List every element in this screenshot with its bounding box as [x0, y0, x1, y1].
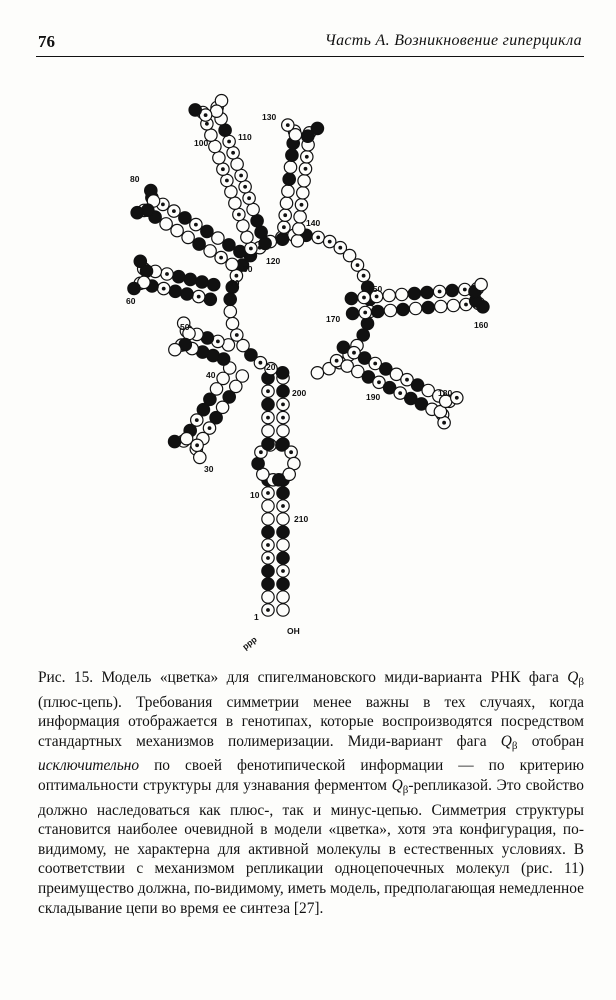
pos-label-120: 120 [266, 256, 281, 266]
nucleotide-bead [255, 226, 267, 238]
nucleotide-bead [173, 271, 185, 283]
nucleotide-bead [435, 300, 447, 312]
nucleotide-bead [384, 304, 396, 316]
nucleotide-dot [398, 391, 402, 395]
pos-label-160: 160 [474, 320, 489, 330]
nucleotide-dot [352, 351, 356, 355]
nucleotide-bead [276, 367, 288, 379]
nucleotide-bead [251, 215, 263, 227]
pos-label-90: 90 [243, 264, 253, 274]
nucleotide-bead [422, 301, 434, 313]
nucleotide-bead [226, 317, 238, 329]
nucleotide-bead [280, 197, 292, 209]
nucleotide-dot [216, 340, 220, 344]
nucleotide-dot [328, 240, 332, 244]
nucleotide-dot [266, 491, 270, 495]
pos-label-50: 50 [180, 322, 190, 332]
nucleotide-dot [195, 418, 199, 422]
nucleotide-dot [281, 416, 285, 420]
nucleotide-bead [277, 604, 289, 616]
nucleotide-bead [213, 152, 225, 164]
nucleotide-dot [286, 123, 290, 127]
nucleotide-dot [438, 290, 442, 294]
nucleotide-bead [294, 211, 306, 223]
nucleotide-dot [235, 333, 239, 337]
pos-label-180: 180 [438, 388, 453, 398]
nucleotide-dot [266, 608, 270, 612]
nucleotide-bead [262, 513, 274, 525]
nucleotide-bead [128, 282, 140, 294]
nucleotide-dot [247, 196, 251, 200]
nucleotide-dot [375, 295, 379, 299]
nucleotide-dot [259, 450, 263, 454]
nucleotide-bead [284, 161, 296, 173]
nucleotide-bead [262, 438, 274, 450]
nucleotide-dot [464, 303, 468, 307]
caption-emphasis: исключительно [38, 757, 140, 775]
nucleotide-dot [338, 246, 342, 250]
nucleotide-bead [277, 438, 289, 450]
caption-beta-2: β [511, 739, 518, 752]
nucleotide-bead [293, 223, 305, 235]
nucleotide-dot [362, 296, 366, 300]
nucleotide-bead [262, 526, 274, 538]
pos-label-100: 100 [194, 138, 209, 148]
nucleotide-bead [262, 500, 274, 512]
nucleotide-bead [286, 149, 298, 161]
pos-label-40: 40 [206, 370, 216, 380]
caption-text-2: (плюс-цепь). Требования симметрии менее важны в тех случаях, когда информация отображается в генотипах, которые воспроизводятся посредством стандартных механизмов полимеризации. Миди-вариант фага [38, 693, 584, 750]
nucleotide-dot [237, 213, 241, 217]
pos-label-20: 20 [266, 362, 276, 372]
nucleotide-bead [421, 286, 433, 298]
nucleotide-bead [262, 425, 274, 437]
caption-q-3: Q [391, 776, 403, 794]
nucleotide-dot [463, 288, 467, 292]
three-prime-oh: OH [287, 626, 300, 636]
nucleotide-bead [446, 284, 458, 296]
nucleotide-bead [409, 302, 421, 314]
nucleotide-bead [237, 220, 249, 232]
nucleotide-bead [209, 140, 221, 152]
nucleotide-dot [281, 504, 285, 508]
nucleotide-bead [475, 278, 487, 290]
nucleotide-dot [221, 167, 225, 171]
nucleotide-bead [291, 235, 303, 247]
nucleotide-dot [363, 311, 367, 315]
nucleotide-bead [193, 238, 205, 250]
caption-text-1: Модель «цветка» для спигелмановского миди-варианта РНК фага [93, 669, 568, 686]
nucleotide-bead [196, 276, 208, 288]
nucleotide-bead [372, 305, 384, 317]
nucleotide-bead [179, 212, 191, 224]
nucleotide-bead [298, 175, 310, 187]
nucleotide-bead [169, 344, 181, 356]
nucleotide-bead [231, 158, 243, 170]
nucleotide-dot [227, 140, 231, 144]
nucleotide-dot [373, 362, 377, 366]
nucleotide-bead [189, 104, 201, 116]
nucleotide-dot [304, 167, 308, 171]
pos-label-110: 110 [238, 132, 252, 142]
caption-q-1: Q [567, 669, 579, 686]
nucleotide-bead [171, 224, 183, 236]
nucleotide-bead [262, 591, 274, 603]
nucleotide-bead [408, 287, 420, 299]
nucleotide-bead [447, 299, 459, 311]
pos-label-200: 200 [292, 388, 307, 398]
nucleotide-bead [225, 186, 237, 198]
nucleotide-bead [302, 130, 314, 142]
nucleotide-bead [204, 245, 216, 257]
pos-label-170: 170 [326, 314, 341, 324]
nucleotide-dot [259, 361, 263, 365]
nucleotide-bead [397, 303, 409, 315]
page-header [36, 30, 584, 57]
nucleotide-dot [243, 185, 247, 189]
nucleotide-bead [383, 289, 395, 301]
nucleotide-dot [405, 378, 409, 382]
nucleotide-bead [184, 273, 196, 285]
pos-label-140: 140 [306, 218, 321, 228]
pos-label-1: 1 [254, 612, 259, 622]
nucleotide-bead [282, 185, 294, 197]
nucleotide-dot [305, 155, 309, 159]
nucleotide-dot [335, 359, 339, 363]
rna-flower-figure [0, 60, 616, 660]
nucleotide-dot [316, 236, 320, 240]
nucleotide-bead [262, 398, 274, 410]
nucleotide-bead [181, 288, 193, 300]
nucleotide-dot [172, 209, 176, 213]
nucleotide-dot [356, 263, 360, 267]
nucleotide-bead [226, 258, 238, 270]
nucleotide-dot [266, 543, 270, 547]
nucleotide-bead [219, 124, 231, 136]
nucleotide-bead [160, 218, 172, 230]
nucleotide-bead [396, 288, 408, 300]
caption-q-2: Q [500, 732, 512, 750]
nucleotide-dot [249, 247, 253, 251]
nucleotide-bead [283, 173, 295, 185]
nucleotide-bead [241, 231, 253, 243]
pos-label-190: 190 [366, 392, 381, 402]
nucleotide-bead [201, 225, 213, 237]
nucleotide-bead [259, 237, 271, 249]
nucleotide-dot [377, 380, 381, 384]
nucleotide-bead [204, 293, 216, 305]
nucleotide-dot [161, 203, 165, 207]
nucleotide-dot [283, 213, 287, 217]
caption-text-3: отобран [517, 732, 584, 750]
nucleotide-bead [131, 207, 143, 219]
nucleotide-dot [455, 396, 459, 400]
nucleotide-bead [277, 385, 289, 397]
caption-text-4: по своей фенотипической информации — по критерию оптимальности структуры для узнавания ферментом [38, 757, 584, 794]
nucleotide-bead [252, 457, 264, 469]
nucleotide-dot [300, 203, 304, 207]
nucleotide-bead [262, 578, 274, 590]
nucleotide-beads [128, 95, 489, 617]
nucleotide-dot [239, 174, 243, 178]
nucleotide-bead [229, 197, 241, 209]
nucleotide-bead [247, 203, 259, 215]
nucleotide-bead [311, 367, 323, 379]
nucleotide-dot [208, 426, 212, 430]
nucleotide-dot [266, 416, 270, 420]
nucleotide-dot [266, 389, 270, 393]
nucleotide-bead [345, 292, 357, 304]
nucleotide-bead [346, 307, 358, 319]
pos-label-10: 10 [250, 490, 260, 500]
nucleotide-bead [169, 285, 181, 297]
caption-beta-1: β [578, 676, 584, 688]
nucleotide-dot [281, 403, 285, 407]
nucleotide-dot [204, 113, 208, 117]
nucleotide-bead [194, 451, 206, 463]
nucleotide-dot [197, 295, 201, 299]
nucleotide-bead [276, 233, 288, 245]
nucleotide-dot [362, 274, 366, 278]
nucleotide-bead [168, 435, 180, 447]
nucleotide-bead [277, 552, 289, 564]
nucleotide-dot [442, 421, 446, 425]
nucleotide-dot [289, 450, 293, 454]
pos-label-70: 70 [230, 278, 240, 288]
nucleotide-bead [273, 474, 285, 486]
nucleotide-bead [277, 578, 289, 590]
nucleotide-bead [182, 231, 194, 243]
rna-flower-diagram [0, 60, 616, 660]
nucleotide-dot [282, 225, 286, 229]
five-prime-ppp: ppp [240, 634, 259, 652]
nucleotide-dot [281, 569, 285, 573]
nucleotide-bead [223, 239, 235, 251]
caption-fig-label: Рис. 15. [38, 669, 94, 686]
nucleotide-bead [297, 187, 309, 199]
nucleotide-bead [277, 591, 289, 603]
nucleotide-bead [277, 513, 289, 525]
nucleotide-bead [224, 293, 236, 305]
figure-caption [38, 668, 584, 918]
pos-label-30: 30 [204, 464, 214, 474]
nucleotide-bead [212, 232, 224, 244]
nucleotide-dot [194, 223, 198, 227]
nucleotide-bead [224, 305, 236, 317]
nucleotide-dot [225, 179, 229, 183]
nucleotide-dot [162, 287, 166, 291]
nucleotide-dot [165, 272, 169, 276]
pos-label-60: 60 [126, 296, 136, 306]
nucleotide-bead [208, 279, 220, 291]
nucleotide-dot [195, 443, 199, 447]
nucleotide-bead [361, 317, 373, 329]
nucleotide-bead [140, 265, 152, 277]
nucleotide-dot [219, 256, 223, 260]
caption-beta-3: β [402, 783, 409, 796]
pos-label-80: 80 [130, 174, 140, 184]
running-title: Часть А. Возникновение гиперцикла [324, 32, 582, 49]
pos-label-210: 210 [294, 514, 309, 524]
page-number: 76 [38, 32, 55, 51]
nucleotide-bead [277, 425, 289, 437]
pos-label-150: 150 [368, 284, 383, 294]
nucleotide-dot [266, 556, 270, 560]
caption-text-5: -репликазой. Это свойство должно наследоваться как плюс-, так и минус-цепью. Симметрия структуры становится наиболее очевидной в модели «цветка», хотя эта конфигурация, по-видимому, не характерна для активной молекулы в естественных условиях. В соответствии с механизмом репликации одноцепочечных молекул (рис. 11) преимущество должна, по-видимому, иметь модель, предполагающая немедленное складывание цепи во время ее синтеза [27]. [38, 776, 584, 917]
pos-label-130: 130 [262, 112, 277, 122]
nucleotide-bead [277, 487, 289, 499]
nucleotide-dot [231, 151, 235, 155]
nucleotide-bead [277, 539, 289, 551]
nucleotide-bead [262, 565, 274, 577]
nucleotide-bead [277, 526, 289, 538]
nucleotide-dot [205, 122, 209, 126]
